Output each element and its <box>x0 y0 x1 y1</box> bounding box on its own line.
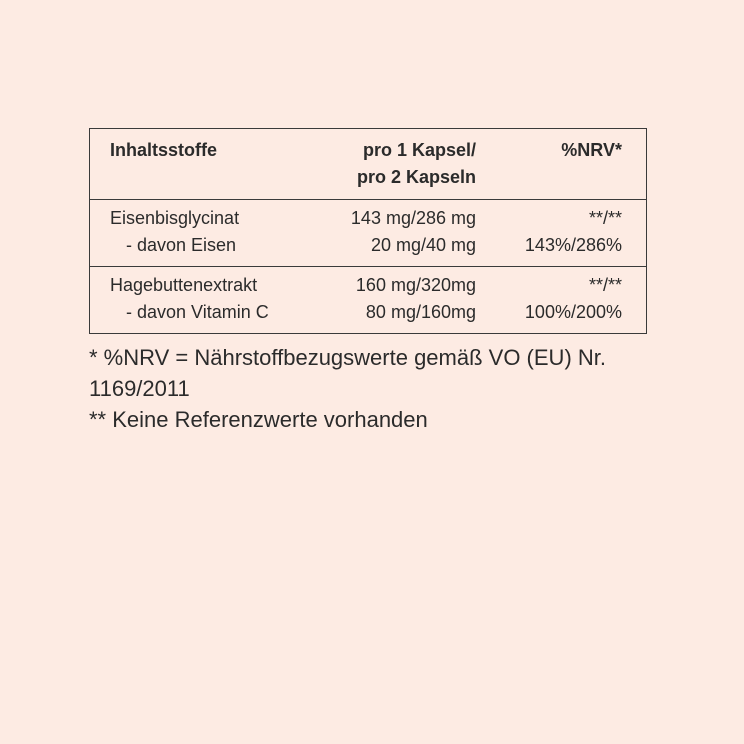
ingredient-amount: 160 mg/320mg 80 mg/160mg <box>355 275 476 322</box>
nutrition-table <box>89 128 647 334</box>
ingredient-name: Hagebuttenextrakt - davon Vitamin C <box>110 275 269 322</box>
footnote-nrv: * %NRV = Nährstoffbezugswerte gemäß VO (EU) Nr. <box>89 345 606 370</box>
footnote-no-reference: ** Keine Referenzwerte vorhanden <box>89 407 428 432</box>
ingredient-nrv: **/** 143%/286% <box>524 208 622 255</box>
table-header <box>90 129 646 199</box>
footnote-nrv-regulation: 1169/2011 <box>89 376 190 401</box>
header-amount: pro 1 Kapsel/ pro 2 Kapseln <box>356 140 476 187</box>
ingredient-nrv: **/** 100%/200% <box>524 275 622 322</box>
header-nrv: %NRV* <box>561 140 622 160</box>
table-row <box>90 199 646 266</box>
header-ingredients: Inhaltsstoffe <box>110 140 218 160</box>
ingredient-amount: 143 mg/286 mg 20 mg/40 mg <box>350 208 476 255</box>
footnotes <box>89 342 669 435</box>
table-row <box>90 266 646 333</box>
ingredient-name: Eisenbisglycinat - davon Eisen <box>110 208 240 255</box>
